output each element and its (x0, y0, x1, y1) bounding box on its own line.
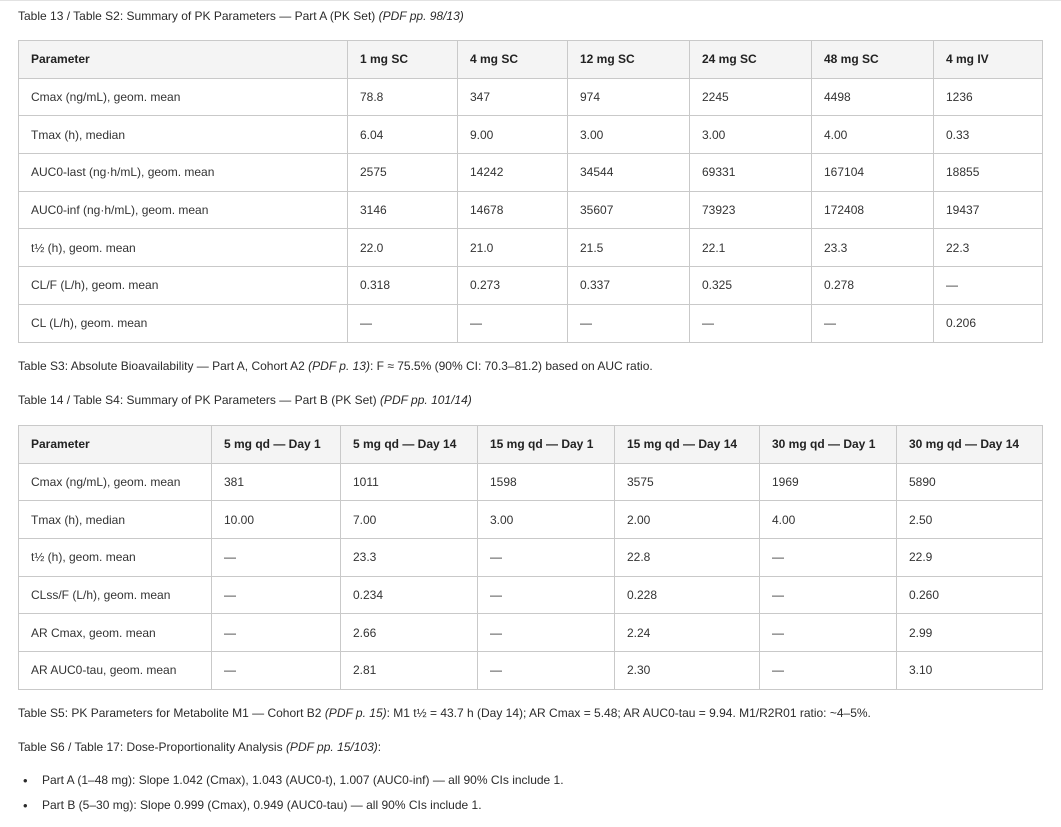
note-s3-detail: : F ≈ 75.5% (90% CI: 70.3–81.2) based on AUC ratio. (369, 359, 653, 373)
column-header: 5 mg qd — Day 1 (212, 426, 341, 464)
value-cell: 3.00 (568, 116, 690, 154)
table-header-row (19, 41, 1043, 79)
value-cell: 1236 (934, 78, 1043, 116)
value-cell: 1969 (760, 463, 897, 501)
note-s6-ref: (PDF pp. 15/103) (285, 740, 378, 754)
column-header: 15 mg qd — Day 14 (615, 426, 760, 464)
table-row (19, 501, 1043, 539)
value-cell: 0.337 (568, 267, 690, 305)
value-cell: 4.00 (760, 501, 897, 539)
value-cell: — (812, 304, 934, 342)
value-cell: — (478, 539, 615, 577)
value-cell: 14678 (458, 191, 568, 229)
table-row (19, 116, 1043, 154)
value-cell: 7.00 (341, 501, 478, 539)
value-cell: 172408 (812, 191, 934, 229)
value-cell: 23.3 (812, 229, 934, 267)
value-cell: — (478, 614, 615, 652)
value-cell: 69331 (690, 154, 812, 192)
note-s6 (18, 740, 381, 754)
column-header: 4 mg IV (934, 41, 1043, 79)
value-cell: 5890 (897, 463, 1043, 501)
column-header: 4 mg SC (458, 41, 568, 79)
column-header: 30 mg qd — Day 1 (760, 426, 897, 464)
value-cell: 4.00 (812, 116, 934, 154)
value-cell: 78.8 (348, 78, 458, 116)
value-cell: 2245 (690, 78, 812, 116)
value-cell: 2.81 (341, 652, 478, 690)
value-cell: 3.00 (690, 116, 812, 154)
parameter-cell: Cmax (ng/mL), geom. mean (19, 78, 348, 116)
table-b-body (19, 463, 1043, 689)
table-header-row (19, 426, 1043, 464)
value-cell: — (348, 304, 458, 342)
table-row (19, 78, 1043, 116)
table-row (19, 154, 1043, 192)
value-cell: 167104 (812, 154, 934, 192)
note-s5-ref: (PDF p. 15) (324, 706, 387, 720)
value-cell: 2575 (348, 154, 458, 192)
table-row (19, 229, 1043, 267)
value-cell: 73923 (690, 191, 812, 229)
table-row (19, 576, 1043, 614)
value-cell: 3.10 (897, 652, 1043, 690)
table-row (19, 463, 1043, 501)
table-b-caption-ref: (PDF pp. 101/14) (379, 393, 472, 407)
value-cell: 34544 (568, 154, 690, 192)
value-cell: — (458, 304, 568, 342)
pk-table-part-a (18, 40, 1043, 343)
value-cell: 19437 (934, 191, 1043, 229)
list-item: • Part A (1–48 mg): Slope 1.042 (Cmax), 1.043 (AUC0-t), 1.007 (AUC0-inf) — all 90% CIs include 1. (42, 768, 564, 793)
value-cell: 2.66 (341, 614, 478, 652)
value-cell: 23.3 (341, 539, 478, 577)
note-s3 (18, 359, 653, 373)
note-s5-detail: : M1 t½ = 43.7 h (Day 14); AR Cmax = 5.48; AR AUC0-tau = 9.94. M1/R2R01 ratio: ~4–5%. (386, 706, 871, 720)
value-cell: 0.228 (615, 576, 760, 614)
column-header: 15 mg qd — Day 1 (478, 426, 615, 464)
value-cell: 22.0 (348, 229, 458, 267)
column-header: 30 mg qd — Day 14 (897, 426, 1043, 464)
value-cell: 1598 (478, 463, 615, 501)
value-cell: 1011 (341, 463, 478, 501)
parameter-cell: CL/F (L/h), geom. mean (19, 267, 348, 305)
parameter-cell: CL (L/h), geom. mean (19, 304, 348, 342)
value-cell: 3575 (615, 463, 760, 501)
note-s3-text: Table S3: Absolute Bioavailability — Part A, Cohort A2 (18, 359, 309, 373)
value-cell: 22.3 (934, 229, 1043, 267)
value-cell: 2.99 (897, 614, 1043, 652)
value-cell: 0.234 (341, 576, 478, 614)
parameter-cell: Tmax (h), median (19, 116, 348, 154)
column-header: 1 mg SC (348, 41, 458, 79)
value-cell: 0.33 (934, 116, 1043, 154)
table-row (19, 304, 1043, 342)
value-cell: 22.8 (615, 539, 760, 577)
value-cell: 22.9 (897, 539, 1043, 577)
value-cell: 3.00 (478, 501, 615, 539)
value-cell: 21.5 (568, 229, 690, 267)
value-cell: 347 (458, 78, 568, 116)
parameter-cell: t½ (h), geom. mean (19, 229, 348, 267)
table-a-caption-text: Table 13 / Table S2: Summary of PK Parameters — Part A (PK Set) (18, 9, 379, 23)
value-cell: — (690, 304, 812, 342)
table-a-caption (18, 9, 464, 23)
parameter-cell: CLss/F (L/h), geom. mean (19, 576, 212, 614)
value-cell: 3146 (348, 191, 458, 229)
value-cell: 22.1 (690, 229, 812, 267)
parameter-cell: t½ (h), geom. mean (19, 539, 212, 577)
top-divider (0, 0, 1061, 1)
table-b-caption-text: Table 14 / Table S4: Summary of PK Parameters — Part B (PK Set) (18, 393, 380, 407)
note-s3-ref: (PDF p. 13) (308, 359, 370, 373)
value-cell: 14242 (458, 154, 568, 192)
table-row (19, 614, 1043, 652)
dose-proportionality-list (18, 768, 564, 818)
note-s6-text: Table S6 / Table 17: Dose-Proportionality Analysis (18, 740, 286, 754)
value-cell: — (212, 576, 341, 614)
table-row (19, 652, 1043, 690)
value-cell: — (478, 576, 615, 614)
parameter-cell: AUC0-last (ng·h/mL), geom. mean (19, 154, 348, 192)
note-s6-detail: : (377, 740, 382, 754)
value-cell: 2.00 (615, 501, 760, 539)
parameter-cell: AR AUC0-tau, geom. mean (19, 652, 212, 690)
list-item: • Part B (5–30 mg): Slope 0.999 (Cmax), 0.949 (AUC0-tau) — all 90% CIs include 1. (42, 793, 564, 818)
table-row (19, 539, 1043, 577)
column-header: Parameter (19, 426, 212, 464)
parameter-cell: Tmax (h), median (19, 501, 212, 539)
value-cell: 0.325 (690, 267, 812, 305)
column-header: 12 mg SC (568, 41, 690, 79)
value-cell: — (212, 652, 341, 690)
value-cell: 35607 (568, 191, 690, 229)
value-cell: — (760, 539, 897, 577)
value-cell: — (760, 652, 897, 690)
column-header: Parameter (19, 41, 348, 79)
value-cell: 9.00 (458, 116, 568, 154)
value-cell: 381 (212, 463, 341, 501)
value-cell: 0.273 (458, 267, 568, 305)
value-cell: 18855 (934, 154, 1043, 192)
value-cell: 21.0 (458, 229, 568, 267)
parameter-cell: AUC0-inf (ng·h/mL), geom. mean (19, 191, 348, 229)
note-s5-text: Table S5: PK Parameters for Metabolite M1 — Cohort B2 (18, 706, 325, 720)
note-s5 (18, 706, 871, 720)
value-cell: 2.50 (897, 501, 1043, 539)
table-row (19, 267, 1043, 305)
column-header: 5 mg qd — Day 14 (341, 426, 478, 464)
value-cell: 6.04 (348, 116, 458, 154)
value-cell: — (760, 614, 897, 652)
value-cell: 10.00 (212, 501, 341, 539)
value-cell: — (212, 614, 341, 652)
value-cell: 2.24 (615, 614, 760, 652)
table-row (19, 191, 1043, 229)
value-cell: 974 (568, 78, 690, 116)
column-header: 48 mg SC (812, 41, 934, 79)
value-cell: 0.206 (934, 304, 1043, 342)
table-b-caption (18, 393, 472, 407)
value-cell: — (760, 576, 897, 614)
value-cell: — (934, 267, 1043, 305)
value-cell: 0.318 (348, 267, 458, 305)
table-a-body (19, 78, 1043, 342)
value-cell: 4498 (812, 78, 934, 116)
value-cell: 0.278 (812, 267, 934, 305)
value-cell: — (568, 304, 690, 342)
parameter-cell: Cmax (ng/mL), geom. mean (19, 463, 212, 501)
pk-table-part-b (18, 425, 1043, 690)
table-a-caption-ref: (PDF pp. 98/13) (378, 9, 464, 23)
parameter-cell: AR Cmax, geom. mean (19, 614, 212, 652)
column-header: 24 mg SC (690, 41, 812, 79)
value-cell: — (212, 539, 341, 577)
value-cell: 2.30 (615, 652, 760, 690)
value-cell: — (478, 652, 615, 690)
value-cell: 0.260 (897, 576, 1043, 614)
